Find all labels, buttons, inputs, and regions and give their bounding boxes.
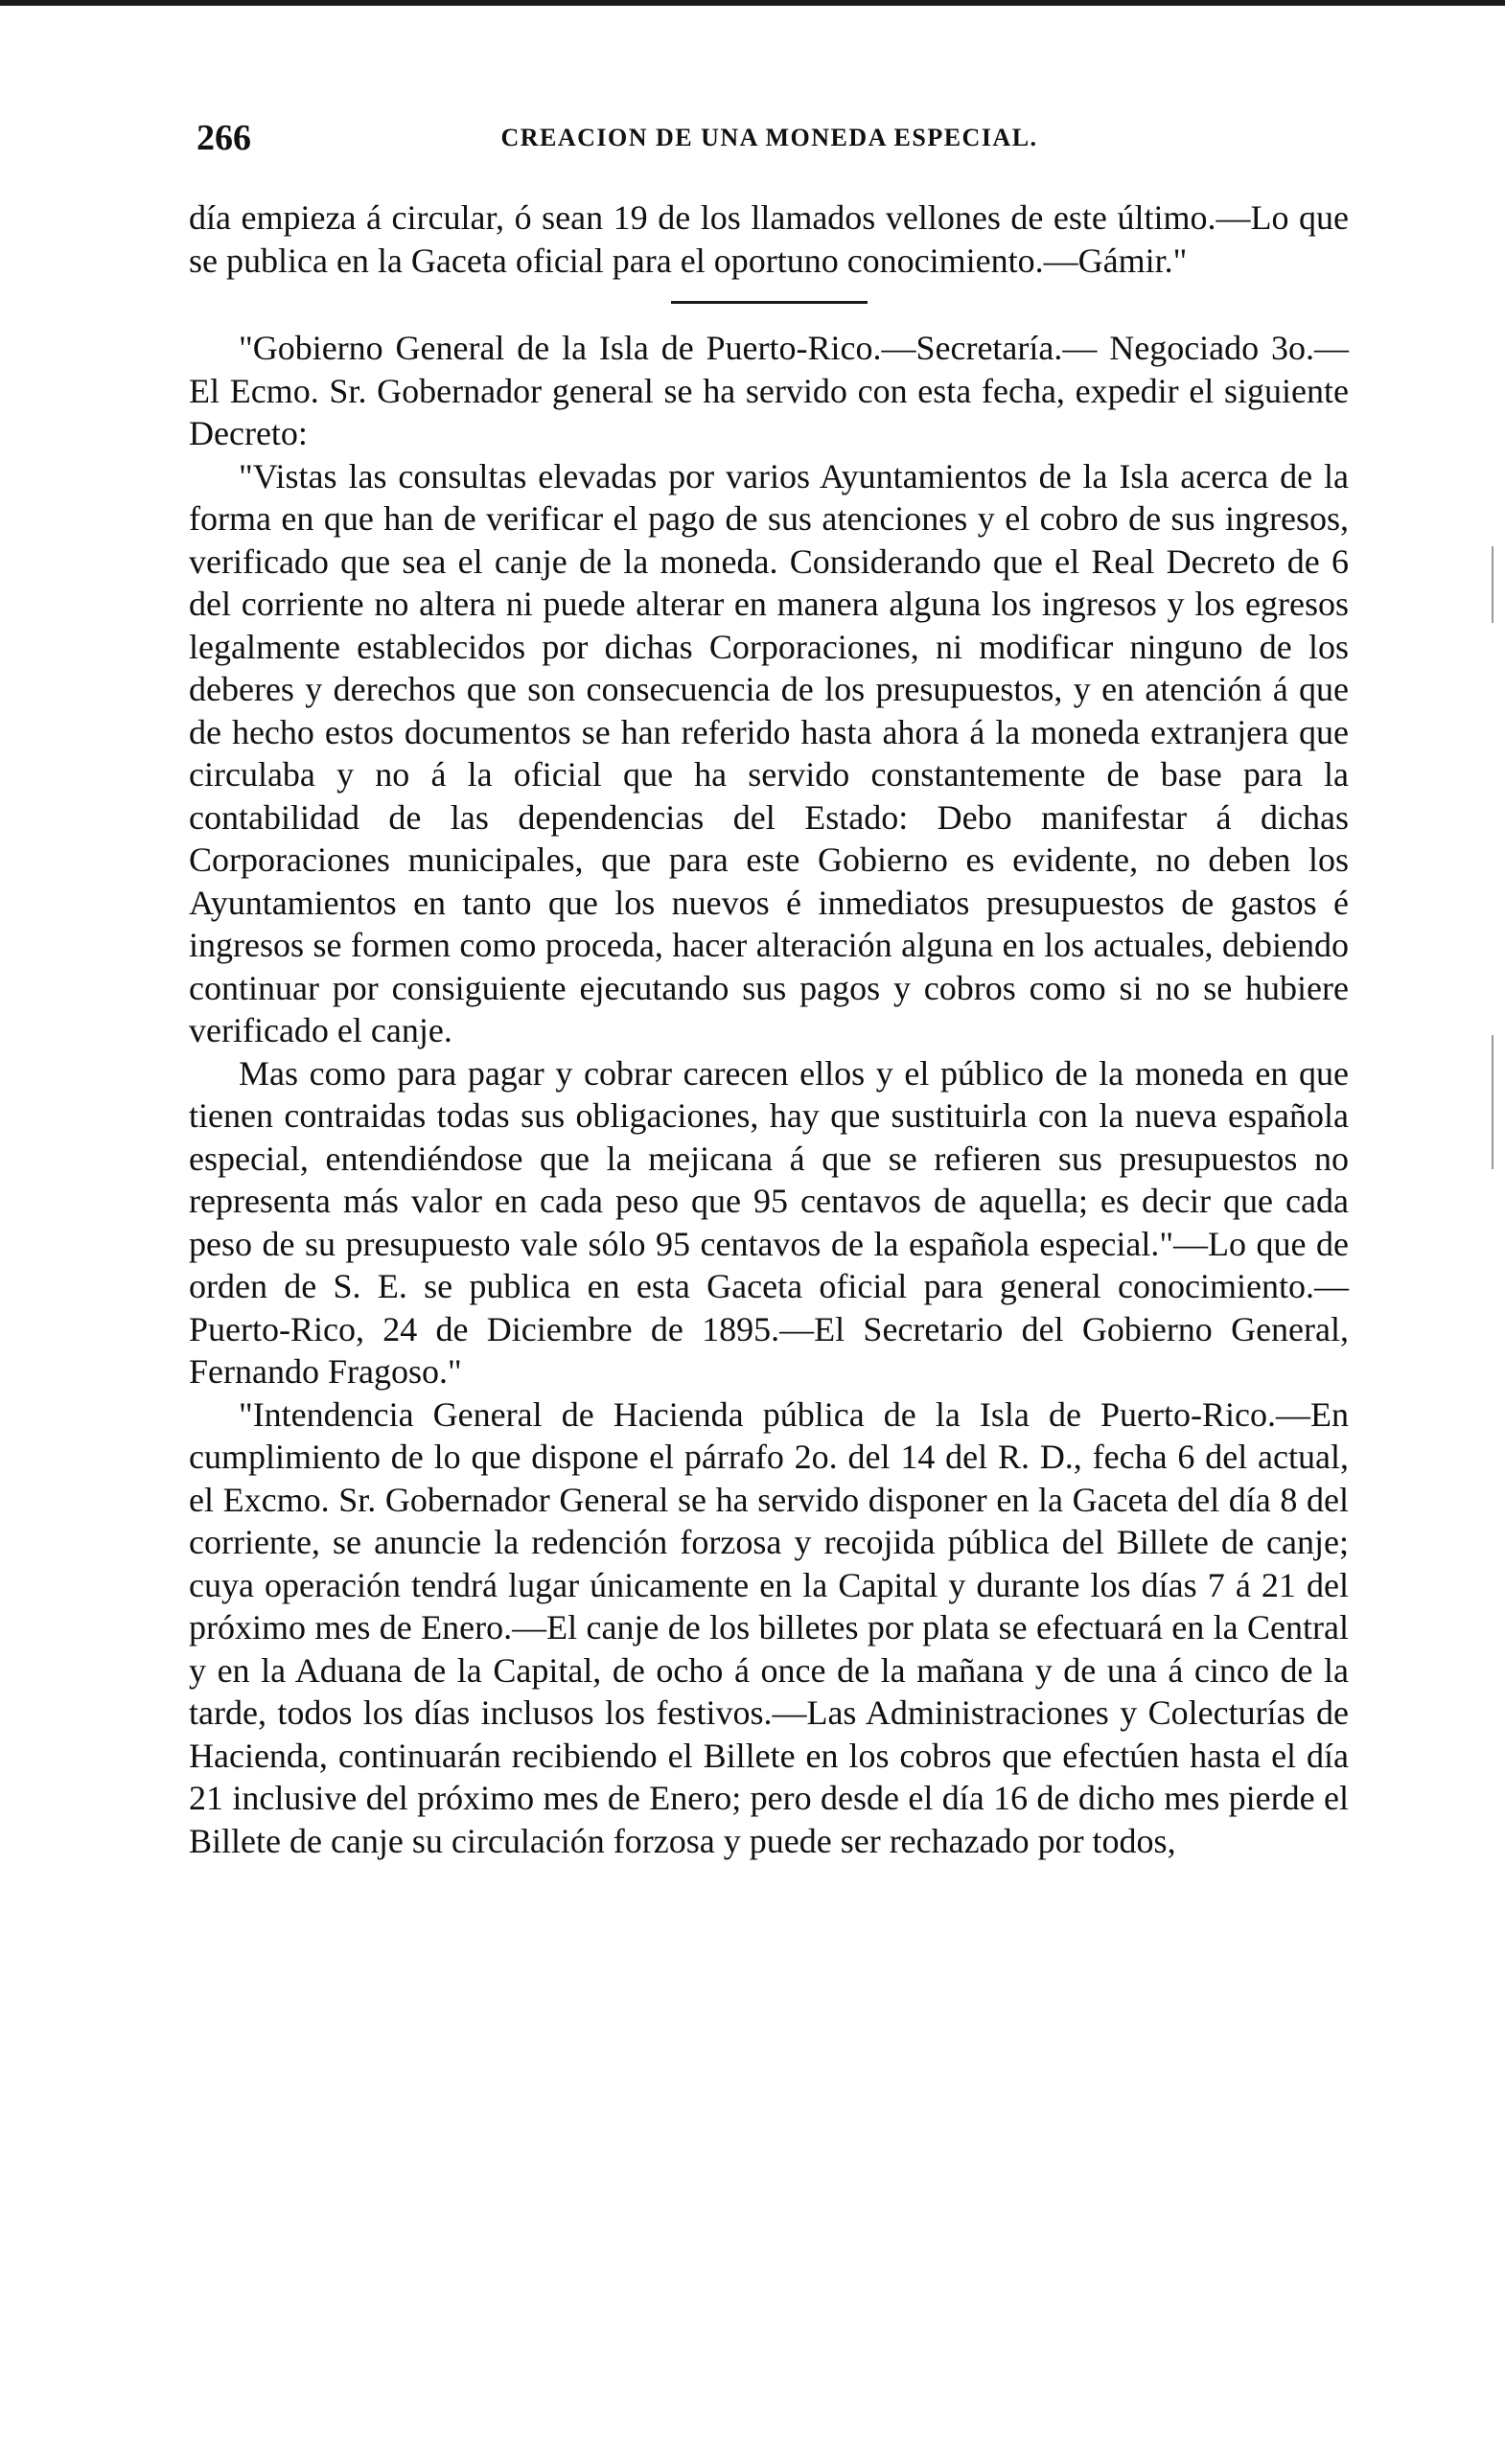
body-text: [189, 196, 1349, 1862]
margin-mark: [1492, 1035, 1493, 1169]
margin-mark: [1492, 546, 1493, 623]
paragraph-gobierno-heading: "Gobierno General de la Isla de Puerto-Rico.—Secretaría.— Negociado 3o.—El Ecmo. Sr. Gobernador general se ha servido con esta fecha, expedir el siguiente Decreto:: [189, 329, 1349, 452]
running-title: CREACION DE UNA MONEDA ESPECIAL.: [500, 124, 1038, 151]
paragraph-moneda: Mas como para pagar y cobrar carecen ellos y el público de la moneda en que tienen contraidas todas sus obligaciones, hay que sustituirla con la nueva española especial, entendiéndose que la mejicana á que se refieren sus presupuestos no representa más valor en cada peso que 95 centavos de aquella; es decir que cada peso de su presupuesto vale sólo 95 centavos de la española especial."—Lo que de orden de S. E. se publica en esta Gaceta oficial para general conocimiento.—Puerto-Rico, 24 de Diciembre de 1895.—El Secretario del Gobierno General, Fernando Fragoso.": [189, 1053, 1349, 1391]
page-header: [197, 117, 1342, 159]
paragraph-decreto: "Vistas las consultas elevadas por varios Ayuntamientos de la Isla acerca de la forma en que han de verificar el pago de sus atenciones y el cobro de sus ingresos, verificado que sea el canje de la moneda. Considerando que el Real Decreto de 6 del corriente no altera ni puede alterar en manera alguna los ingresos y los egresos legalmente establecidos por dichas Corporaciones, ni modificar ninguno de los deberes y derechos que son consecuencia de los presupuestos, y en atención á que de hecho estos documentos se han referido hasta ahora á la moneda extranjera que circulaba y no á la oficial que ha servido constantemente de base para la contabilidad de las dependencias del Estado: Debo manifestar á dichas Corporaciones municipales, que para este Gobierno es evidente, no deben los Ayuntamientos en tanto que los nuevos é inmediatos presupuestos de gastos é ingresos se formen como proceda, hacer alteración alguna en los actuales, debiendo continuar por consiguiente ejecutando sus pagos y cobros como si no se hubiere verificado el canje.: [189, 456, 1349, 1049]
page-number: 266: [197, 118, 251, 158]
top-edge-rule: [0, 0, 1505, 6]
paragraph-intendencia: "Intendencia General de Hacienda pública de la Isla de Puerto-Rico.—En cumplimiento de lo que dispone el párrafo 2o. del 14 del R. D., fecha 6 del actual, el Excmo. Sr. Gobernador General se ha servido disponer en la Gaceta del día 8 del corriente, se anuncie la redención forzosa y recojida pública del Billete de canje; cuya operación tendrá lugar únicamente en la Capital y durante los días 7 á 21 del próximo mes de Enero.—El canje de los billetes por plata se efectuará en la Central y en la Aduana de la Capital, de ocho á once de la mañana y de una á cinco de la tarde, todos los días inclusos los festivos.—Las Administraciones y Colecturías de Hacienda, continuarán recibiendo el Billete en los cobros que efectúen hasta el día 21 inclusive del próximo mes de Enero; pero desde el día 16 de dicho mes pierde el Billete de canje su circulación forzosa y puede ser rechazado por todos,: [189, 1394, 1349, 1860]
paragraph-continuation: día empieza á circular, ó sean 19 de los llamados vellones de este último.—Lo que se publica en la Gaceta oficial para el oportuno conocimiento.—Gámir.": [189, 198, 1349, 280]
section-separator: [671, 301, 868, 304]
